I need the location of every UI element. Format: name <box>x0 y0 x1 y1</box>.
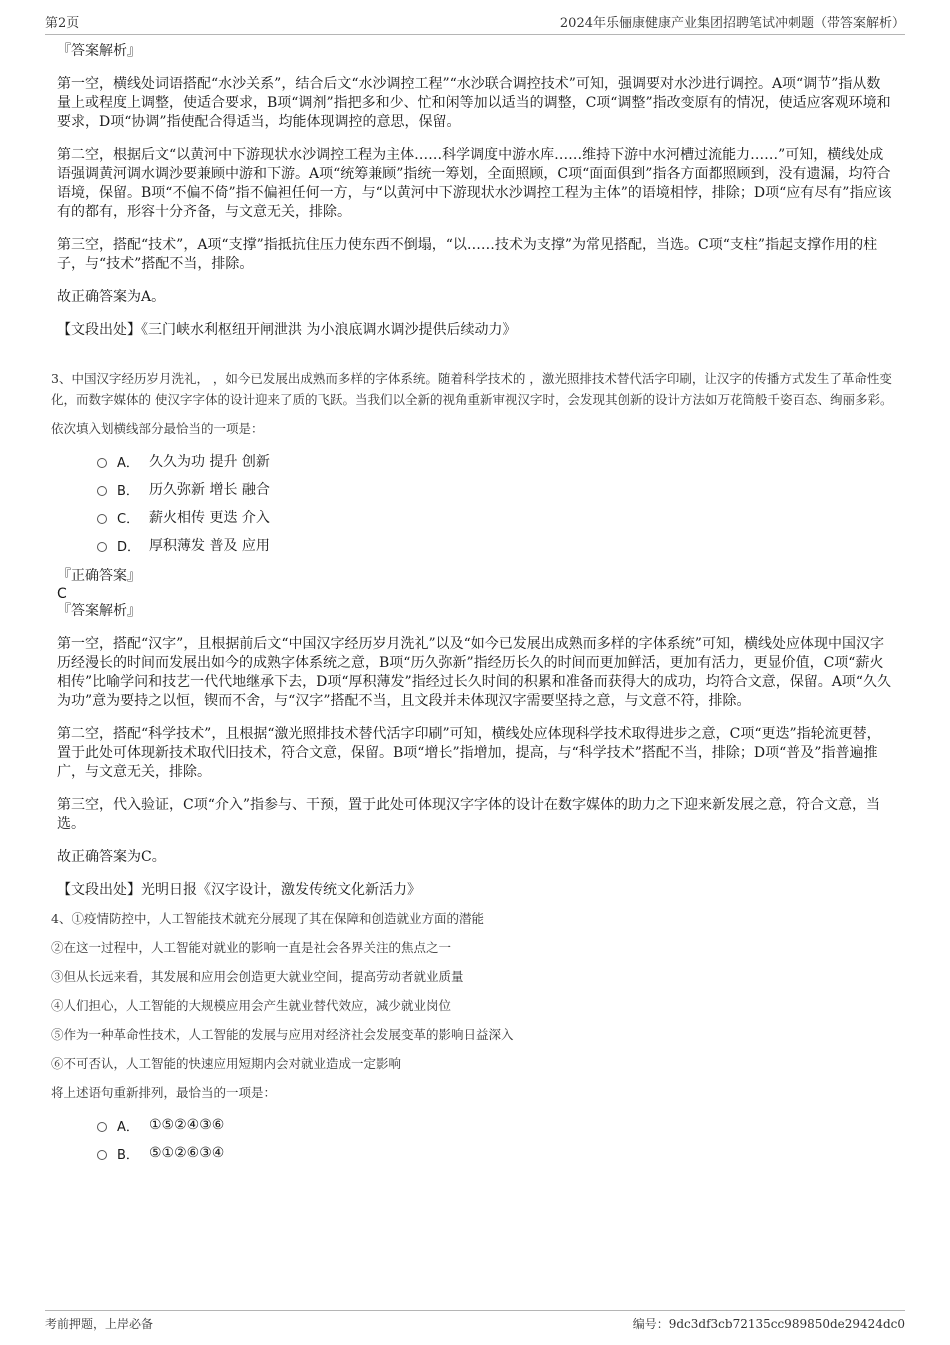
q2-conclusion: 故正确答案为A。 <box>57 289 166 305</box>
q4-sentence-5: ⑤作为一种革命性技术，人工智能的发展与应用对经济社会发展变革的影响日益深入 <box>51 1027 514 1042</box>
q2-analysis-label: 『答案解析』 <box>57 43 141 59</box>
q3-option-b[interactable]: B． 历久弥新 增长 融合 <box>97 475 893 503</box>
q3-answer-label: 『正确答案』 <box>57 568 141 584</box>
q2-analysis-para2: 第二空，根据后文“以黄河中下游现状水沙调控工程为主体……科学调度中游水库……维持下游中水河槽过流能力……”可知，横线处成语强调黄河调水调沙要兼顾中游和下游。A项“统筹兼顾”指统一筹划，全面照顾，C项“面面俱到”指各方面都照顾到，没有遗漏，均符合语境，保留。B项“不偏不倚”指不偏袒任何一方，与“以黄河中下游现状水沙调控工程为主体”的语境相悖，排除；D项“应有尽有”指应该有的都有，形容十分齐备，与文意无关，排除。 <box>57 147 892 220</box>
radio-icon[interactable] <box>97 1122 107 1132</box>
radio-icon[interactable] <box>97 486 107 496</box>
document-id: 编号：9dc3df3cb72135cc989850de29424dc0 <box>632 1317 905 1331</box>
q3-analysis-para2: 第二空，搭配“科学技术”，且根据“激光照排技术替代活字印刷”可知，横线处应体现科学技术取得进步之意，C项“更迭”指轮流更替，置于此处可体现新技术取代旧技术，符合文意，保留。B项“增长”指增加，提高，与“科学技术”搭配不当，排除；D项“普及”指普遍推广，与文意无关，排除。 <box>57 726 881 780</box>
q3-analysis-para3: 第三空，代入验证，C项“介入”指参与、干预，置于此处可体现汉字字体的设计在数字媒体的助力之下迎来新发展之意，符合文意，当选。 <box>57 797 881 832</box>
q3-source: 【文段出处】光明日报《汉字设计，激发传统文化新活力》 <box>57 882 421 898</box>
radio-icon[interactable] <box>97 514 107 524</box>
q4-stem: 4、①疫情防控中，人工智能技术就充分展现了其在保障和创造就业方面的潜能 <box>51 911 484 926</box>
page-header <box>45 12 905 35</box>
q4-option-b[interactable]: B． ⑤①②⑥③④ <box>97 1139 893 1167</box>
q3-option-a[interactable]: A． 久久为功 提升 创新 <box>97 447 893 475</box>
q2-analysis-para1: 第一空，横线处词语搭配“水沙关系”，结合后文“水沙调控工程”“水沙联合调控技术”可知，强调要对水沙进行调控。A项“调节”指从数量上或程度上调整，使适合要求，B项“调剂”指把多和少、忙和闲等加以适当的调整，C项“调整”指改变原有的情况，使适应客观环境和要求，D项“协调”指使配合得适当，均能体现调控的意思，保留。 <box>57 76 891 130</box>
page-number: 第2页 <box>45 16 80 31</box>
radio-icon[interactable] <box>97 1150 107 1160</box>
page-content <box>51 42 893 1167</box>
q3-analysis-label: 『答案解析』 <box>57 603 141 619</box>
document-title: 2024年乐俪康健康产业集团招聘笔试冲刺题（带答案解析） <box>559 16 905 31</box>
footer-slogan: 考前押题，上岸必备 <box>45 1317 154 1331</box>
q4-option-a[interactable]: A． ①⑤②④③⑥ <box>97 1111 893 1139</box>
q2-analysis-para3: 第三空，搭配“技术”，A项“支撑”指抵抗住压力使东西不倒塌，“以……技术为支撑”为常见搭配，当选。C项“支柱”指起支撑作用的柱子，与“技术”搭配不当，排除。 <box>57 237 878 272</box>
q3-stem: 3、中国汉字经历岁月洗礼， ，如今已发展出成熟而多样的字体系统。随着科学技术的 ，激光照排技术替代活字印刷，让汉字的传播方式发生了革命性变化，而数字媒体的 使汉字字体的设计迎来了质的飞跃。当我们以全新的视角重新审视汉字时，会发现其创新的设计方法如万花筒般千姿百态、绚丽多彩。 <box>51 371 893 407</box>
radio-icon[interactable] <box>97 458 107 468</box>
q3-answer: C <box>57 586 67 602</box>
q3-prompt: 依次填入划横线部分最恰当的一项是： <box>51 421 264 436</box>
q4-sentence-2: ②在这一过程中，人工智能对就业的影响一直是社会各界关注的焦点之一 <box>51 940 452 955</box>
q3-analysis-para1: 第一空，搭配“汉字”，且根据前后文“中国汉字经历岁月洗礼”以及“如今已发展出成熟而多样的字体系统”可知，横线处应体现中国汉字历经漫长的时间而发展出如今的成熟字体系统之意，B项“历久弥新”指经历长久的时间而更加鲜活，更加有活力，更显价值，C项“薪火相传”比喻学问和技艺一代代地继承下去，D项“厚积薄发”指经过长久时间的积累和准备而获得大的成功，均符合文意，保留。A项“久久为功”意为要持之以恒，锲而不舍，与“汉字”搭配不当，且文段并未体现汉字需要坚持之意，与文意不符，排除。 <box>57 636 891 709</box>
q3-option-c[interactable]: C． 薪火相传 更迭 介入 <box>97 503 893 531</box>
radio-icon[interactable] <box>97 542 107 552</box>
q4-prompt: 将上述语句重新排列，最恰当的一项是： <box>51 1085 277 1100</box>
q4-sentence-4: ④人们担心，人工智能的大规模应用会产生就业替代效应，减少就业岗位 <box>51 998 452 1013</box>
q2-source: 【文段出处】《三门峡水利枢纽开闸泄洪 为小浪底调水调沙提供后续动力》 <box>57 322 517 338</box>
q3-option-d[interactable]: D． 厚积薄发 普及 应用 <box>97 531 893 559</box>
page-footer <box>45 1310 905 1332</box>
q4-sentence-6: ⑥不可否认，人工智能的快速应用短期内会对就业造成一定影响 <box>51 1056 402 1071</box>
q3-conclusion: 故正确答案为C。 <box>57 849 166 865</box>
q4-sentence-3: ③但从长远来看，其发展和应用会创造更大就业空间，提高劳动者就业质量 <box>51 969 464 984</box>
